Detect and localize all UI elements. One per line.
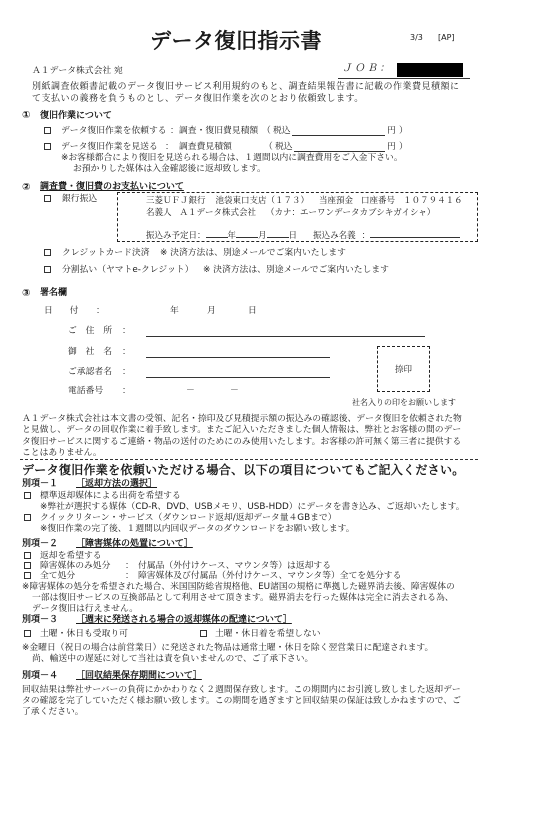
month-label: 月 — [258, 230, 267, 241]
option-label: クイックリターン・サービス（ダウンロード返却/返却データ量４GBまで） — [40, 512, 337, 523]
payer-name-field[interactable] — [370, 229, 460, 238]
phone-label: 電話番号 — [68, 385, 104, 396]
colon: ： — [361, 230, 371, 241]
retention-line: 回収結果は弊社サーバーの負荷にかかわりなく２週間保存致します。この期間内にお引渡し致しました返却デー — [22, 684, 461, 695]
approver-label: ご承認者名 — [68, 366, 112, 377]
yen-unit: 円 — [387, 125, 396, 136]
colon: ： — [122, 325, 131, 336]
approver-field[interactable] — [146, 377, 330, 378]
paren-close: ） — [399, 141, 408, 152]
colon: ： — [122, 385, 131, 396]
bank-account-line — [146, 196, 463, 207]
branch-name: 池袋東口支店（１７３） — [215, 195, 310, 206]
seal-box[interactable] — [377, 346, 430, 392]
yen-unit: 円 — [387, 141, 396, 152]
installment-label: 分割払い（ヤマトe-クレジット） — [62, 264, 194, 275]
intro-line: て支払いの義務を負うものとし、データ復旧作業を次のとおり依頼致します。 — [32, 94, 364, 104]
option-note: ※復旧作業の完了後、１週間以内回収データのダウンロードをお願い致します。 — [40, 523, 355, 534]
note: ※障害媒体の処分を希望された場合、米国国防総省規格他、EU諸国の規格に準拠した磁界消去後、障害媒体の — [22, 581, 455, 592]
option-label: 返却を希望する — [40, 550, 102, 561]
account-type: 当座預金 — [319, 195, 354, 206]
note: 一部は復旧サービスの互換部品として利用させて頂きます。磁界消去を行った媒体は完全に消去される為、 — [32, 592, 454, 603]
note: データ復旧は行えません。 — [32, 603, 139, 614]
bank-transfer-label: 銀行振込 — [62, 193, 98, 204]
option-desc: 障害媒体及び付属品（外付けケース、マウンタ等）全てを処分する — [138, 570, 402, 581]
credit-card-label: クレジットカード決済 — [62, 247, 150, 258]
year-label: 年 — [227, 230, 237, 241]
item-title-retention: ［回収結果保存期間について］ — [76, 670, 202, 681]
colon: ： — [96, 305, 105, 316]
quick-return-checkbox[interactable] — [24, 514, 31, 521]
company-label: 御 社 名 — [68, 346, 112, 357]
year-label: 年 — [170, 305, 179, 316]
decline-recovery-checkbox[interactable] — [44, 143, 51, 150]
paren-open: （ — [262, 125, 271, 136]
return-media-checkbox[interactable] — [24, 552, 31, 559]
intro-line: 別紙調査依頼書記載のデータ復旧サービス利用規約のもと、調査結果報告書に記載の作業費見積額に — [32, 82, 460, 92]
form-title: データ復旧指示書 — [150, 28, 322, 53]
payer-name-label: 振込み名義 — [313, 230, 356, 241]
transfer-day-field[interactable] — [267, 229, 289, 238]
dispose-all-checkbox[interactable] — [24, 572, 31, 579]
option-label: 障害媒体のみ処分 — [40, 560, 111, 571]
section-number: ③ — [22, 287, 31, 299]
option-label: 土曜・休日も受取り可 — [40, 628, 128, 639]
note: お預かりした媒体は入金確認後に返却致します。 — [73, 163, 266, 174]
transfer-year-field[interactable] — [206, 229, 228, 238]
section-heading-signature: 署名欄 — [40, 287, 68, 298]
holder-label: 名義人 — [146, 207, 172, 218]
day-label: 日 — [248, 305, 257, 316]
section-number: ① — [22, 110, 31, 121]
job-underline — [338, 78, 470, 79]
item-title-weekend: ［週末に発送される場合の返却媒体の配達について］ — [76, 614, 292, 625]
section-number: ② — [22, 181, 31, 193]
account-holder-line — [146, 208, 435, 219]
option-label: 標準返却媒体による出荷を希望する — [40, 490, 181, 501]
address-label: ご 住 所 — [68, 325, 112, 336]
tax-label: 税込 — [273, 125, 291, 136]
option-label: 全て処分 — [40, 570, 76, 581]
paren-open: （ — [264, 141, 273, 152]
bank-name: 三菱ＵＦＪ銀行 — [146, 195, 206, 206]
item-title-return-method: ［返却方法の選択］ — [76, 478, 158, 489]
standard-return-checkbox[interactable] — [24, 492, 31, 499]
estimate-label: 調査・復旧費見積額 — [179, 125, 259, 136]
weekend-delivery-ok-checkbox[interactable] — [24, 630, 31, 637]
supplement-heading: データ復旧作業を依頼いただける場合、以下の項目についてもご記入ください。 — [22, 463, 465, 477]
dispose-media-only-checkbox[interactable] — [24, 562, 31, 569]
privacy-line: ことはありません。 — [22, 448, 102, 458]
installment-checkbox[interactable] — [44, 266, 51, 273]
privacy-line: Ａ１データ株式会社は本文書の受領、記名・捺印及び見積提示額の振込みの確認後、データ復旧を依頼された物 — [22, 413, 462, 424]
paren-close: ） — [399, 125, 408, 136]
privacy-line: と見做し、データの回収作業に着手致します。またご記入いただきました個人情報は、弊社とお客様の間のデー — [22, 425, 462, 435]
option-label: 土曜・休日着を希望しない — [215, 628, 321, 639]
item-number: 別項－１ — [22, 478, 59, 489]
request-recovery-checkbox[interactable] — [44, 127, 51, 134]
phone-dash: － — [186, 385, 195, 396]
option-note: ※弊社が選択する媒体（CD-R、DVD、USBメモリ、USB-HDD）にデータを書き込み、ご返却いたします。 — [40, 501, 465, 512]
item-number: 別項－４ — [22, 670, 59, 681]
account-number: １０７９４１６ — [403, 195, 463, 206]
item-title-disposal: ［障害媒体の処置について］ — [76, 538, 193, 549]
colon: ： — [170, 125, 179, 136]
page-number: 3/3 — [410, 33, 423, 42]
dashed-separator — [20, 459, 478, 460]
address-field[interactable] — [146, 336, 425, 337]
colon: ： — [125, 570, 134, 581]
option-label: データ復旧作業を見送る — [61, 141, 158, 152]
installment-note: ※ 決済方法は、別途メールでご案内いたします — [203, 264, 389, 275]
note: ※金曜日（祝日の場合は前営業日）に発送された物品は通常土曜・休日を除く翌営業日に配達されます。 — [22, 642, 434, 653]
option-label: データ復旧作業を依頼する — [61, 125, 167, 136]
section-heading-recovery: 復旧作業について — [40, 110, 112, 121]
addressee: Ａ１データ株式会社 宛 — [32, 65, 123, 76]
holder-kana: （カナ：エーワンデータカブシキガイシャ） — [266, 207, 436, 218]
phone-dash: － — [230, 385, 239, 396]
section-heading-payment: 調査費・復旧費のお支払いについて — [40, 181, 184, 192]
note: 尚、輸送中の遅延に対して当社は責を負いませんので、ご了承下さい。 — [32, 653, 314, 664]
account-number-label: 口座番号 — [361, 195, 396, 206]
month-label: 月 — [207, 305, 216, 316]
credit-card-checkbox[interactable] — [44, 249, 51, 256]
recovery-amount-field[interactable] — [292, 135, 385, 136]
seal-note: 社名入りの印をお願いします — [352, 398, 456, 407]
colon: ： — [122, 366, 131, 377]
credit-card-note: ※ 決済方法は、別途メールでご案内いたします — [160, 247, 346, 258]
privacy-line: タ復旧サービスに関するご連絡・物品の送付のためにのみ使用いたします。お客様の許可無く第三者に提供する — [22, 436, 462, 447]
no-weekend-delivery-checkbox[interactable] — [200, 630, 207, 637]
transfer-date-label: 振込み予定日： — [146, 230, 206, 241]
item-number: 別項－３ — [22, 614, 59, 625]
colon: ： — [125, 560, 134, 571]
job-number-redacted — [397, 63, 463, 77]
holder-name: Ａ１データ株式会社 — [179, 207, 257, 218]
transfer-date-line — [146, 229, 460, 242]
tax-label: 税込 — [275, 141, 293, 152]
form-code: [AP] — [438, 33, 455, 42]
bank-transfer-checkbox[interactable] — [44, 195, 51, 202]
retention-line: 了承ください。 — [22, 706, 84, 717]
estimate-label: 調査費見積額 — [179, 141, 232, 152]
job-label: ＪＯＢ： — [342, 63, 392, 74]
note: ※お客様都合により復旧を見送られる場合は、１週間以内に調査費用をご入金下さい。 — [61, 152, 403, 163]
retention-line: タの確認を完了していただく様お願い致します。この期間を過ぎますと回収結果の保証は致しかねますので、ご — [22, 695, 461, 706]
date-label: 日 付 — [44, 305, 83, 316]
colon: ： — [122, 346, 131, 357]
seal-label: 捺印 — [394, 365, 412, 375]
item-number: 別項－２ — [22, 538, 59, 549]
transfer-month-field[interactable] — [236, 229, 258, 238]
option-desc: 付属品（外付けケース、マウンタ等）は返却する — [138, 560, 332, 571]
colon: ： — [165, 141, 174, 152]
day-label: 日 — [288, 230, 298, 241]
company-field[interactable] — [146, 357, 330, 358]
